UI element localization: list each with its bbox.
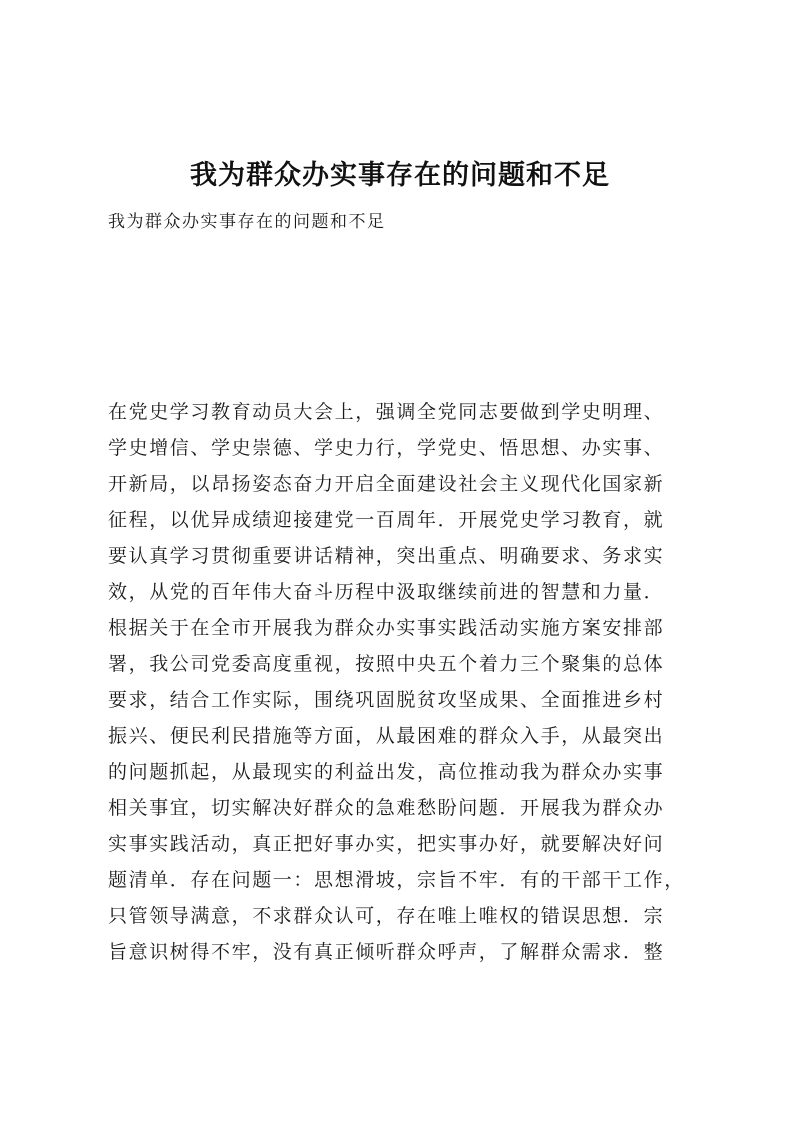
text-line: 的问题抓起，从最现实的利益出发，高位推动我为群众办实事 — [108, 761, 665, 783]
text-line: 振兴、便民利民措施等方面，从最困难的群众入手，从最突出 — [108, 725, 665, 747]
text-line: 效，从党的百年伟大奋斗历程中汲取继续前进的智慧和力量． — [108, 581, 665, 603]
body-paragraph — [108, 394, 698, 970]
text-line: 征程，以优异成绩迎接建党一百周年．开展党史学习教育，就 — [108, 509, 665, 531]
text-line: 只管领导满意，不求群众认可，存在唯上唯权的错误思想．宗 — [108, 905, 665, 927]
text-line: 相关事宜，切实解决好群众的急难愁盼问题．开展我为群众办 — [108, 797, 665, 819]
text-line: 旨意识树得不牢，没有真正倾听群众呼声，了解群众需求．整 — [108, 941, 665, 963]
page-title: 我为群众办实事存在的问题和不足 — [190, 160, 610, 191]
text-line: 在党史学习教育动员大会上，强调全党同志要做到学史明理、 — [108, 401, 665, 423]
text-line: 学史增信、学史崇德、学史力行，学党史、悟思想、办实事、 — [108, 437, 665, 459]
text-line: 实事实践活动，真正把好事办实，把实事办好，就要解决好问 — [108, 833, 665, 855]
text-line: 根据关于在全市开展我为群众办实事实践活动实施方案安排部 — [108, 617, 665, 639]
text-line: 署，我公司党委高度重视，按照中央五个着力三个聚集的总体 — [108, 653, 665, 675]
page-subtitle: 我为群众办实事存在的问题和不足 — [108, 212, 386, 232]
text-line: 要求，结合工作实际，围绕巩固脱贫攻坚成果、全面推进乡村 — [108, 689, 665, 711]
text-line: 开新局，以昂扬姿态奋力开启全面建设社会主义现代化国家新 — [108, 473, 665, 495]
text-line: 要认真学习贯彻重要讲话精神，突出重点、明确要求、务求实 — [108, 545, 665, 567]
text-line: 题清单．存在问题一：思想滑坡，宗旨不牢．有的干部干工作， — [108, 869, 685, 891]
